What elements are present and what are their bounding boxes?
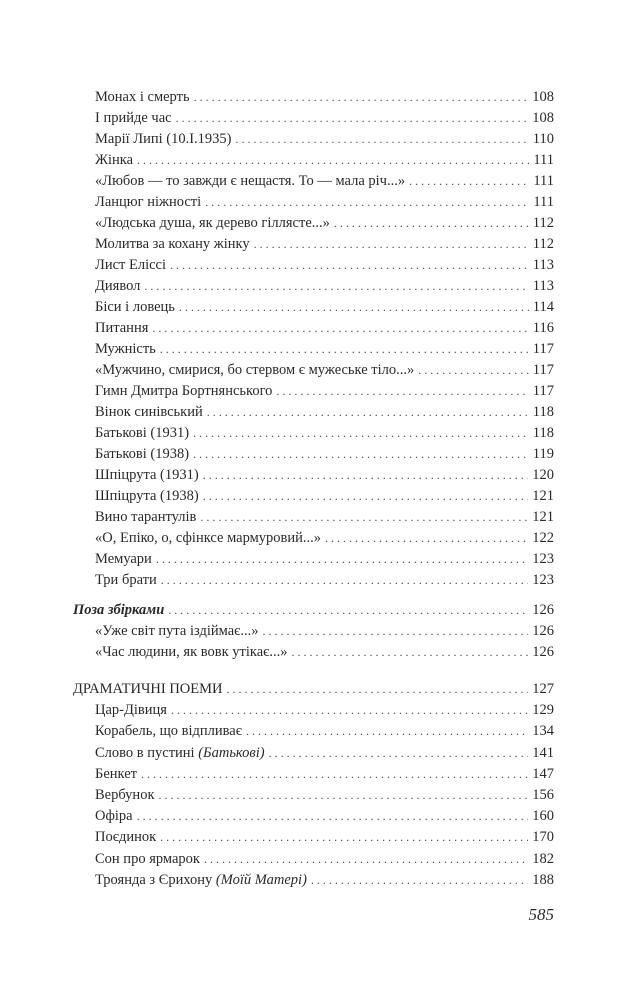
dot-leader: [325, 528, 528, 549]
toc-page-number: 112: [532, 215, 554, 231]
toc-page-number: 123: [532, 572, 554, 588]
toc-entry-title-text: Монах і смерть: [95, 89, 190, 105]
dot-leader: [292, 642, 529, 663]
toc-entry-title: [95, 192, 205, 213]
toc-entry-title: [95, 570, 161, 591]
toc-entry-title-text: Корабель, що відпливає: [95, 723, 242, 740]
toc-entry-title-text: «Уже світ пута іздіймає...»: [95, 623, 259, 640]
dot-leader: [144, 276, 528, 297]
toc-entry[interactable]: [73, 192, 554, 213]
toc-entry[interactable]: [73, 402, 554, 423]
toc-page-number: 111: [533, 194, 554, 210]
toc-entry-title-text: Шпіцрута (1938): [95, 488, 199, 504]
toc-entry[interactable]: [73, 528, 554, 549]
toc-section-outside-collections[interactable]: [73, 600, 554, 621]
dot-leader: [236, 129, 529, 150]
toc-entry-title: [95, 764, 141, 785]
toc-entry[interactable]: [73, 870, 554, 891]
toc-page-number: 117: [532, 341, 554, 357]
toc-page-number: 119: [532, 446, 554, 462]
toc-entry-title-text: Гимн Дмитра Бортнянського: [95, 383, 273, 399]
toc-entry-title-text: Марії Липі (10.І.1935): [95, 131, 232, 147]
toc-entry-title: [95, 213, 334, 234]
dot-leader: [269, 743, 529, 764]
toc-entry-title: [95, 171, 409, 192]
toc-entry-title: [95, 402, 207, 423]
toc-entry-title: [95, 721, 246, 742]
toc-entry-title: [95, 87, 194, 108]
toc-page-number: 170: [532, 829, 554, 846]
toc-entry-title: [95, 339, 160, 360]
toc-entry-title: [95, 444, 193, 465]
toc-page-number: 160: [532, 808, 554, 825]
toc-entry[interactable]: [73, 171, 554, 192]
toc-entry[interactable]: [73, 570, 554, 591]
toc-entry[interactable]: [73, 465, 554, 486]
toc-page-number: 117: [532, 383, 554, 399]
toc-page-number: 108: [532, 110, 554, 126]
toc-entry[interactable]: [73, 721, 554, 742]
toc-entry-dedication: (Батькові): [198, 744, 265, 761]
toc-page-number: 126: [532, 644, 554, 661]
toc-entry[interactable]: [73, 549, 554, 570]
toc-entry-title: [95, 381, 276, 402]
toc-entry[interactable]: [73, 276, 554, 297]
toc-page-number: 118: [532, 404, 554, 420]
toc-entry[interactable]: [73, 785, 554, 806]
toc-page-number: 116: [532, 320, 554, 336]
dot-leader: [311, 870, 528, 891]
toc-entry-title-text: Троянда з Єрихону: [95, 871, 216, 888]
toc-entry-title-text: Біси і ловець: [95, 299, 175, 315]
toc-entry-title-text: Ланцюг ніжності: [95, 194, 202, 210]
toc-entry-title-text: Батькові (1931): [95, 425, 190, 441]
toc-page-number: 122: [532, 530, 554, 546]
toc-entry-title: [95, 849, 204, 870]
toc-page-number: 120: [532, 467, 554, 483]
dot-leader: [203, 486, 529, 507]
toc-entry-title-text: «О, Епіко, о, сфінксе мармуровий...»: [95, 530, 322, 546]
toc-page-number: 147: [532, 765, 554, 782]
dot-leader: [159, 785, 529, 806]
toc-page-number: 110: [532, 131, 554, 147]
toc-entry-title: [95, 827, 160, 848]
dot-leader: [137, 150, 529, 171]
dot-leader: [194, 87, 529, 108]
toc-entry-title-text: Диявол: [95, 278, 141, 294]
toc-entry-title-text: «Любов — то завжди є нещастя. То — мала річ...»: [95, 173, 406, 189]
dot-leader: [205, 192, 529, 213]
toc-entry-title: [95, 234, 254, 255]
toc-entry-title-text: Слово в пустині: [95, 744, 199, 761]
toc-entry[interactable]: [73, 621, 554, 642]
toc-section-dramatic-poems[interactable]: [73, 679, 554, 700]
dot-leader: [203, 465, 529, 486]
dot-leader: [176, 108, 529, 129]
toc-page-number: 134: [532, 723, 554, 740]
toc-page-number: 108: [532, 89, 554, 105]
toc-entry-title-text: Мужність: [95, 341, 156, 357]
toc-entry-title-text: Вінок синівський: [95, 404, 203, 420]
toc-section-title: ДРАМАТИЧНІ ПОЕМИ: [73, 681, 223, 697]
toc-page-number: 117: [532, 362, 554, 378]
toc-entry-title-text: «Мужчино, смирися, бо стервом є мужеське тіло...»: [95, 362, 415, 378]
toc-entry-title: [95, 743, 269, 764]
toc-page-number: 113: [532, 257, 554, 273]
dot-leader: [171, 700, 528, 721]
dot-leader: [193, 444, 529, 465]
page-number-folio: 585: [528, 905, 554, 924]
toc-entry-dedication: (Моїй Матері): [215, 871, 307, 888]
toc-entry-title: [95, 700, 171, 721]
toc-entry-title-text: Лист Еліссі: [95, 257, 167, 273]
toc-page-number: 129: [532, 702, 554, 719]
toc-entry-title-text: Жінка: [95, 152, 134, 168]
toc-entry[interactable]: [73, 507, 554, 528]
toc-entry-title: [95, 150, 137, 171]
toc-entry[interactable]: [73, 360, 554, 381]
dot-leader: [409, 171, 529, 192]
toc-entry-title-text: Цар-Дівиця: [95, 702, 167, 719]
dot-leader: [152, 318, 528, 339]
toc-entry-title-text: Мемуари: [95, 551, 152, 567]
toc-page-number: 126: [532, 602, 554, 618]
dot-leader: [156, 549, 528, 570]
toc-page-number: 121: [532, 509, 554, 525]
toc-entry-title-text: «Час людини, як вовк утікає...»: [95, 644, 288, 661]
toc-entry-title-text: Батькові (1938): [95, 446, 190, 462]
dot-leader: [418, 360, 529, 381]
dot-leader: [160, 827, 528, 848]
toc-entry[interactable]: [73, 743, 554, 764]
toc-entry[interactable]: [73, 318, 554, 339]
toc-entry[interactable]: [73, 297, 554, 318]
toc-entry[interactable]: [73, 642, 554, 663]
toc-entry-title: [95, 360, 418, 381]
toc-page-number: 111: [533, 152, 554, 168]
toc-entry[interactable]: [73, 87, 554, 108]
toc-entry-title: [95, 528, 325, 549]
dot-leader: [207, 402, 529, 423]
toc-entry-title: [95, 108, 176, 129]
toc-page-number: 118: [532, 425, 554, 441]
toc-entry-title: [95, 129, 236, 150]
toc-entry-title-text: «Людська душа, як дерево гіллясте...»: [95, 215, 330, 231]
toc-entry-title-text: Три брати: [95, 572, 157, 588]
toc-page-number: 188: [532, 871, 554, 888]
dot-leader: [254, 234, 529, 255]
toc-entry-title: [95, 785, 159, 806]
dot-leader: [141, 764, 528, 785]
toc-entry[interactable]: [73, 849, 554, 870]
dot-leader: [246, 721, 528, 742]
dot-leader: [161, 570, 529, 591]
toc-entry-title-text: І прийде час: [95, 110, 172, 126]
toc-entry-title: [95, 465, 203, 486]
toc-entry[interactable]: [73, 129, 554, 150]
toc-entry-title: [95, 642, 292, 663]
toc-entry[interactable]: [73, 381, 554, 402]
dot-leader: [170, 255, 529, 276]
toc-page-number: 113: [532, 278, 554, 294]
toc-entry-title-text: Вербунок: [95, 786, 155, 803]
dot-leader: [168, 600, 528, 621]
toc-entry[interactable]: [73, 806, 554, 827]
toc-entry-title: [95, 276, 144, 297]
toc-entry-title: [95, 423, 193, 444]
toc-entry[interactable]: [73, 423, 554, 444]
toc-entry[interactable]: [73, 764, 554, 785]
toc-page-number: 123: [532, 551, 554, 567]
toc-page-number: 112: [532, 236, 554, 252]
toc-page-number: 127: [532, 681, 554, 697]
toc-group-outside-collections: [73, 600, 554, 664]
dot-leader: [334, 213, 529, 234]
toc-entry-title: [95, 870, 311, 891]
toc-entry[interactable]: [73, 255, 554, 276]
toc-entry-title: [95, 255, 170, 276]
toc-entry-title-text: Вино тарантулів: [95, 509, 197, 525]
toc-entry-title: [95, 806, 137, 827]
toc-entry-title-text: Бенкет: [95, 765, 137, 782]
dot-leader: [204, 849, 528, 870]
toc-entry-title: [95, 549, 156, 570]
dot-leader: [200, 507, 528, 528]
toc-entry-title: [95, 297, 179, 318]
dot-leader: [179, 297, 529, 318]
dot-leader: [227, 679, 529, 700]
dot-leader: [276, 381, 528, 402]
toc-page-number: 126: [532, 623, 554, 640]
toc-entry[interactable]: [73, 150, 554, 171]
toc-entry-title-text: Молитва за кохану жінку: [95, 236, 250, 252]
toc-section-title: Поза збірками: [73, 602, 165, 618]
toc-entry-title-text: Офіра: [95, 808, 133, 825]
toc-page-number: 156: [532, 786, 554, 803]
dot-leader: [160, 339, 529, 360]
toc-entry[interactable]: [73, 234, 554, 255]
toc-entry-title: [95, 486, 203, 507]
dot-leader: [263, 621, 529, 642]
toc-group-dramatic-poems: [73, 679, 554, 891]
toc-entry-title: [95, 318, 152, 339]
toc-entry[interactable]: [73, 486, 554, 507]
toc-entry[interactable]: [73, 827, 554, 848]
toc-entry-title-text: Сон про ярмарок: [95, 850, 200, 867]
toc-page-number: 141: [532, 744, 554, 761]
toc-page-number: 182: [532, 850, 554, 867]
toc-entry[interactable]: [73, 108, 554, 129]
dot-leader: [193, 423, 529, 444]
toc-entry[interactable]: [73, 700, 554, 721]
toc-entry-title-text: Поєдинок: [95, 829, 157, 846]
toc-entry-title: [95, 507, 200, 528]
dot-leader: [137, 806, 529, 827]
toc-page-number: 111: [533, 173, 554, 189]
toc-page-number: 114: [532, 299, 554, 315]
toc-entry-title-text: Шпіцрута (1931): [95, 467, 199, 483]
toc-entry[interactable]: [73, 339, 554, 360]
toc-group-poems: [73, 87, 554, 591]
toc-entry[interactable]: [73, 444, 554, 465]
toc-page-number: 121: [532, 488, 554, 504]
toc-entry-title: [95, 621, 263, 642]
toc-entry[interactable]: [73, 213, 554, 234]
toc-entry-title-text: Питання: [95, 320, 149, 336]
